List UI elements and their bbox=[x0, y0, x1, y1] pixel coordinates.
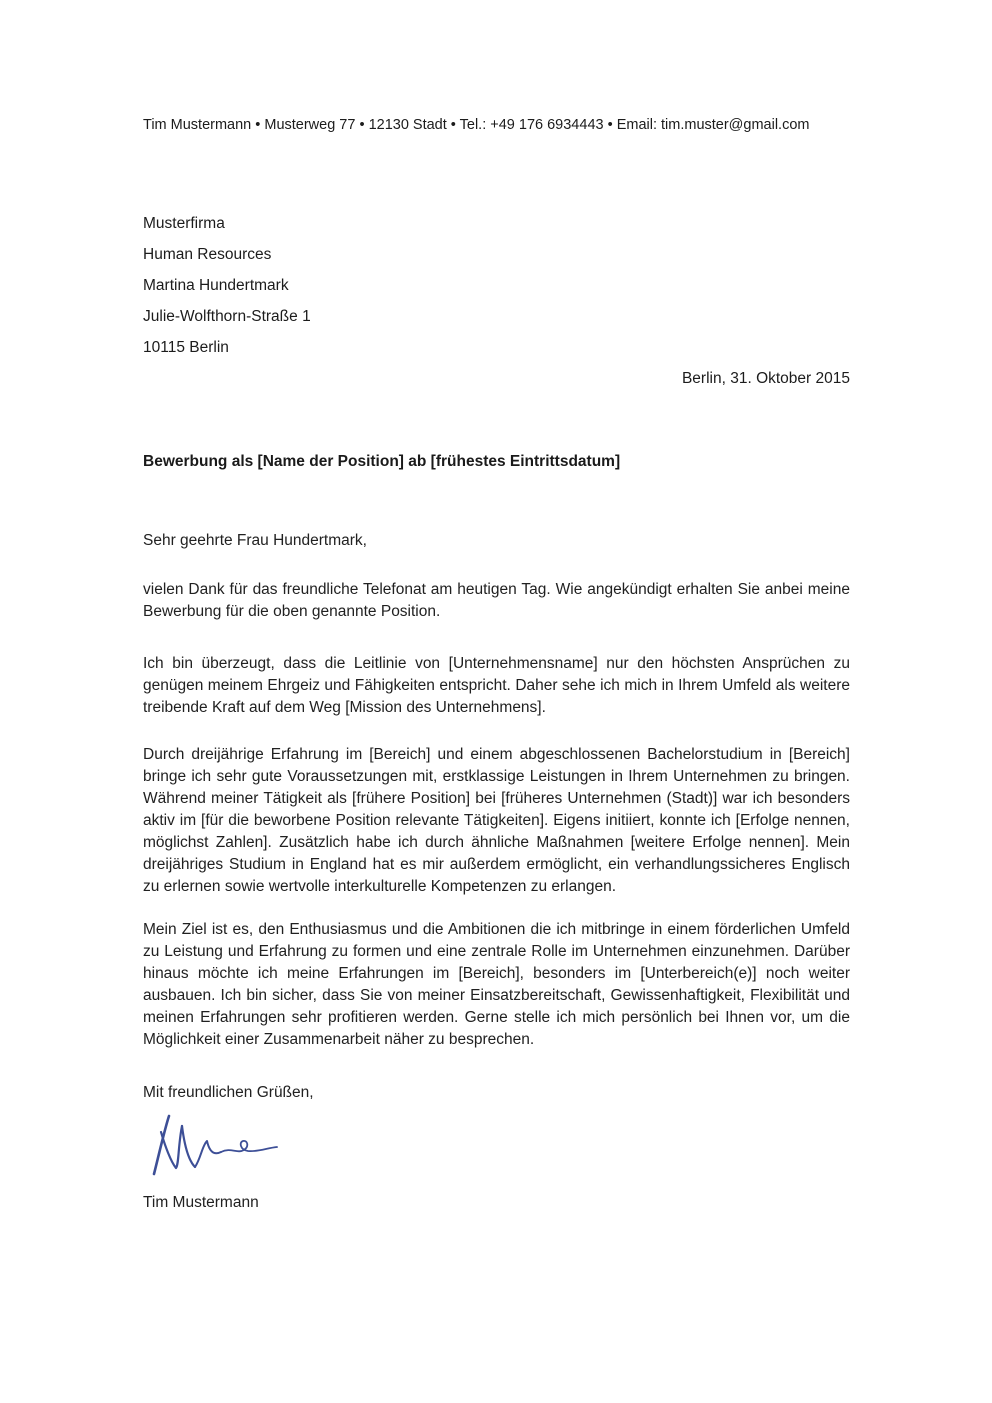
recipient-city: 10115 Berlin bbox=[143, 339, 229, 356]
subject-line: Bewerbung als [Name der Position] ab [frühestes Eintrittsdatum] bbox=[143, 453, 621, 470]
signature-name: Tim Mustermann bbox=[143, 1194, 259, 1211]
recipient-contact-person: Martina Hundertmark bbox=[143, 277, 289, 294]
recipient-company: Musterfirma bbox=[143, 215, 225, 232]
paragraph-motivation: Ich bin überzeugt, dass die Leitlinie von [Unternehmensname] nur den höchsten Ansprüchen zu genügen meinem Ehrgeiz und Fähigkeiten entspricht. Daher sehe ich mich in Ihrem Umfeld als weitere treibende Kraft auf dem Weg [Mission des Unternehmens]. bbox=[143, 655, 850, 716]
date-line: Berlin, 31. Oktober 2015 bbox=[681, 370, 850, 387]
closing-phrase: Mit freundlichen Grüßen, bbox=[143, 1084, 314, 1101]
signature-icon bbox=[145, 1110, 285, 1186]
sender-contact-line: Tim Mustermann • Musterweg 77 • 12130 Stadt • Tel.: +49 176 6934443 • Email: tim.muster@gmail.com bbox=[143, 117, 810, 133]
recipient-address-block bbox=[143, 208, 850, 363]
recipient-department: Human Resources bbox=[143, 246, 272, 263]
paragraph-thanks: vielen Dank für das freundliche Telefonat am heutigen Tag. Wie angekündigt erhalten Sie anbei meine Bewerbung für die oben genannte Position. bbox=[143, 581, 850, 620]
salutation: Sehr geehrte Frau Hundertmark, bbox=[143, 532, 367, 549]
paragraph-experience: Durch dreijährige Erfahrung im [Bereich] und einem abgeschlossenen Bachelorstudium in [Bereich] bringe ich sehr gute Voraussetzungen mit, erstklassige Leistungen in Ihrem Unternehmen zu bringen. Während meiner Tätigkeit als [frühere Position] bei [früheres Unternehmen (Stadt)] war ich besonders aktiv im [für die beworbene Position relevante Tätigkeiten]. Eigens initiiert, konnte ich [Erfolge nennen, möglichst Zahlen]. Zusätzlich habe ich durch ähnliche Maßnahmen [weitere Erfolge nennen]. Mein dreijähriges Studium in England hat es mir außerdem ermöglicht, ein verhandlungssicheres Englisch zu erlernen sowie wertvolle interkulturelle Kompetenzen zu erlangen. bbox=[143, 746, 850, 895]
handwritten-signature bbox=[145, 1110, 295, 1188]
paragraph-goals: Mein Ziel ist es, den Enthusiasmus und die Ambitionen die ich mitbringe in einem förderlichen Umfeld zu Leistung und Erfahrung zu formen und eine zentrale Rolle im Unternehmen einzunehmen. Darüber hinaus möchte ich meine Erfahrungen im [Bereich], besonders im [Unterbereich(e)] noch weiter ausbauen. Ich bin sicher, dass Sie von meiner Einsatzbereitschaft, Gewissenhaftigkeit, Flexibilität und meinen Erfahrungen sehr profitieren werden. Gerne stelle ich mich persönlich bei Ihnen vor, um die Möglichkeit einer Zusammenarbeit näher zu besprechen. bbox=[143, 921, 850, 1048]
recipient-street: Julie-Wolfthorn-Straße 1 bbox=[143, 308, 311, 325]
